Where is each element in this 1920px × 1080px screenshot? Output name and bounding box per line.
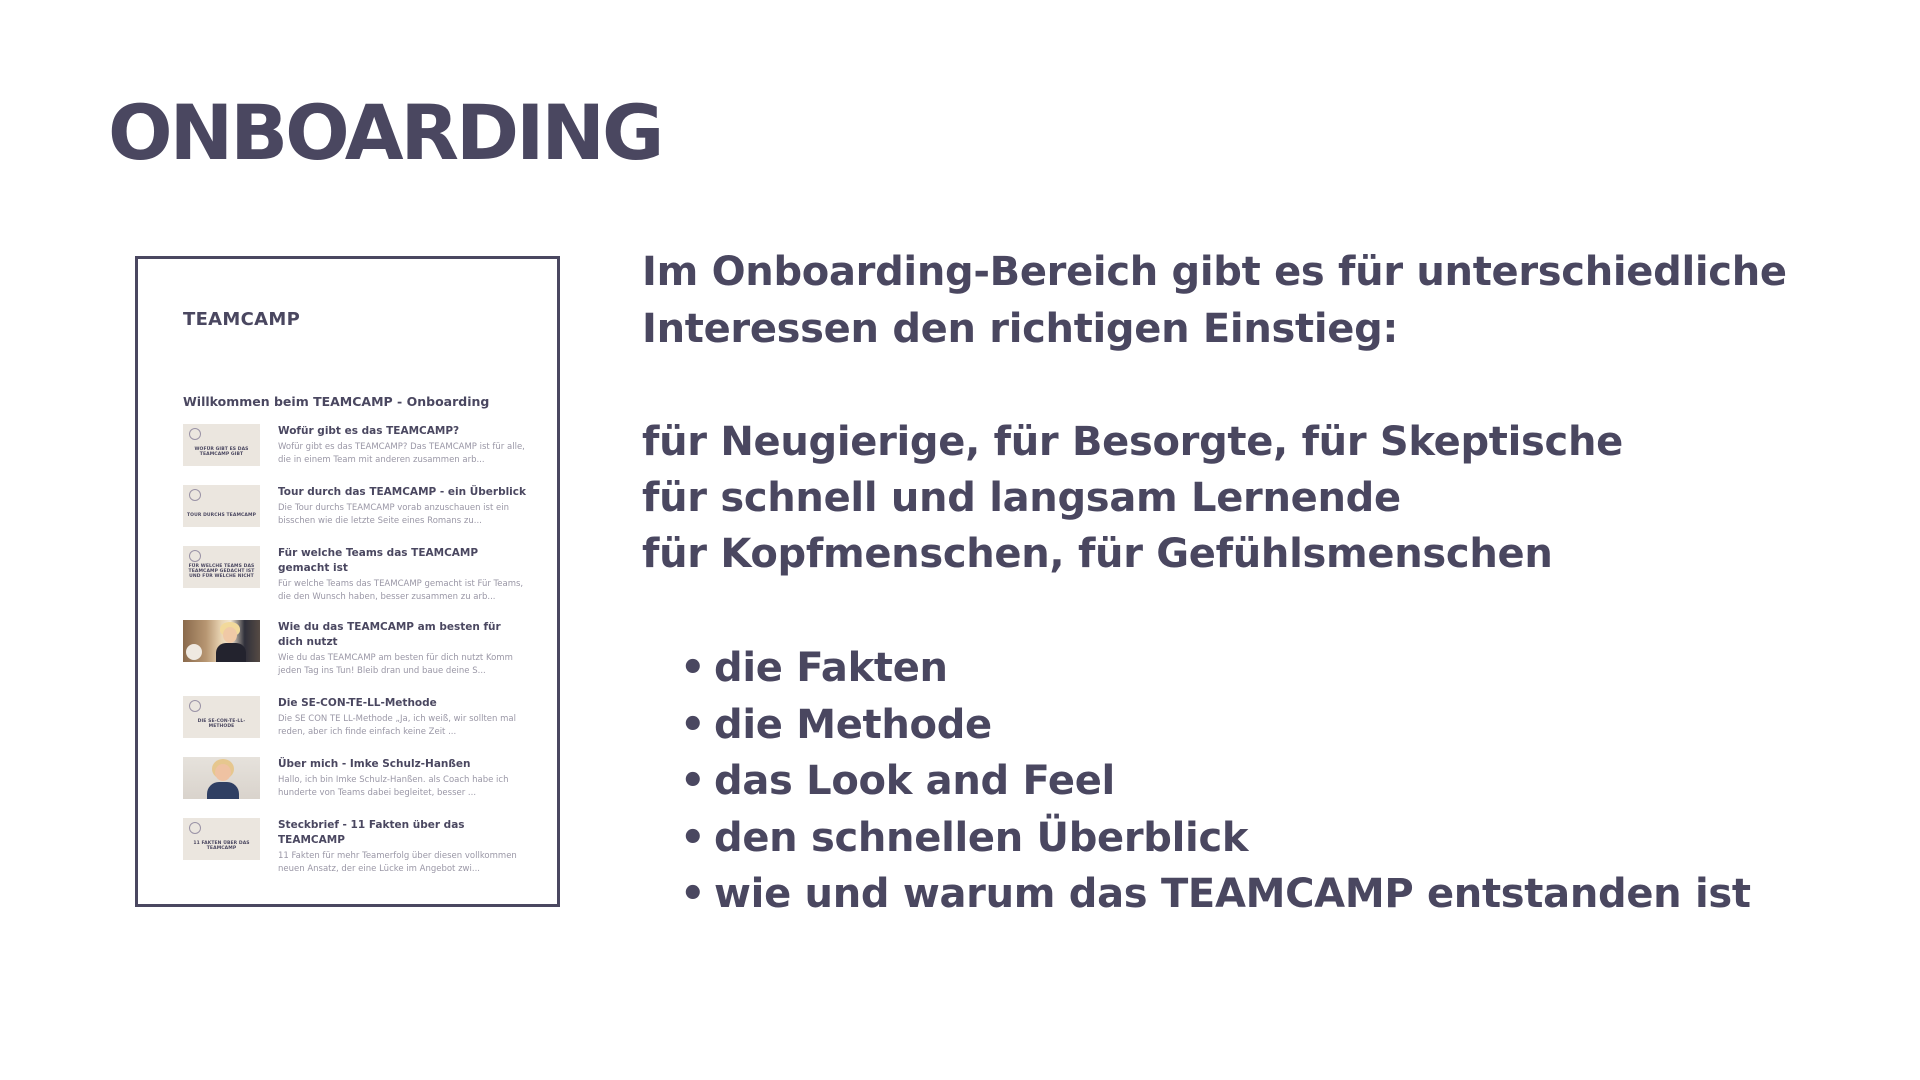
thumbnail-caption: FÜR WELCHE TEAMS DAS TEAMCAMP GEDACHT IST UND FÜR WELCHE NICHT <box>188 564 255 579</box>
lesson-thumbnail-photo <box>183 620 260 662</box>
bullet-icon: • <box>680 871 706 917</box>
lesson-title[interactable]: Tour durch das TEAMCAMP - ein Überblick <box>278 486 526 498</box>
lesson-item[interactable] <box>183 818 528 879</box>
lesson-description: Hallo, ich bin Imke Schulz-Hanßen. als Coach habe ich hunderte von Teams dabei begleitet, besser ... <box>278 775 509 798</box>
aspect-label: wie und warum das TEAMCAMP entstanden ist <box>714 871 1751 917</box>
aspect-label: das Look and Feel <box>714 758 1115 804</box>
bullet-icon: • <box>680 758 706 804</box>
thumbnail-caption: WOFÜR GIBT ES DAS TEAMCAMP GIBT <box>194 447 249 457</box>
lesson-description: Wie du das TEAMCAMP am besten für dich nutzt Komm jeden Tag ins Tun! Bleib dran und baue deine S... <box>278 653 513 676</box>
bullet-icon: • <box>680 701 706 748</box>
lesson-item[interactable] <box>183 696 528 757</box>
aspect-item <box>680 810 1751 867</box>
lesson-thumbnail <box>183 424 260 466</box>
lesson-item[interactable] <box>183 424 528 485</box>
lesson-title[interactable]: Wofür gibt es das TEAMCAMP? <box>278 425 460 437</box>
thumbnail-caption: DIE SE-CON-TE-LL-METHODE <box>197 719 246 729</box>
onboarding-preview-screenshot <box>135 256 560 907</box>
lesson-title[interactable]: Die SE-CON-TE-LL-Methode <box>278 697 437 709</box>
seal-icon <box>189 428 201 440</box>
aspect-label: die Methode <box>714 701 992 748</box>
seal-icon <box>189 822 201 834</box>
intro-text: Im Onboarding-Bereich gibt es für unterschiedliche Interessen den richtigen Einstieg: <box>642 249 1787 352</box>
lesson-title[interactable]: Steckbrief - 11 Fakten über das TEAMCAMP <box>278 819 465 846</box>
lesson-description: Für welche Teams das TEAMCAMP gemacht ist Für Teams, die den Wunsch haben, besser zusammen zu arb... <box>278 579 524 602</box>
lesson-item[interactable] <box>183 485 528 546</box>
seal-icon <box>186 644 202 660</box>
seal-icon <box>189 489 201 501</box>
seal-icon <box>189 700 201 712</box>
seal-icon <box>189 550 201 562</box>
page-title: ONBOARDING <box>108 88 662 177</box>
lesson-description: Die Tour durchs TEAMCAMP vorab anzuschauen ist ein bisschen wie die letzte Seite eines Romans zu... <box>278 503 509 526</box>
lesson-thumbnail <box>183 818 260 860</box>
welcome-heading: Willkommen beim TEAMCAMP - Onboarding <box>183 394 490 409</box>
aspect-label: den schnellen Überblick <box>714 814 1249 861</box>
aspect-item <box>680 866 1751 923</box>
audience-list <box>642 414 1623 582</box>
lesson-description: Wofür gibt es das TEAMCAMP? Das TEAMCAMP ist für alle, die in einem Team mit anderen zusammen arb... <box>278 442 525 465</box>
bullet-icon: • <box>680 645 706 691</box>
aspect-item <box>680 640 1751 697</box>
lesson-list <box>183 424 528 879</box>
lesson-item[interactable] <box>183 757 528 818</box>
thumbnail-caption: 11 FAKTEN ÜBER DAS TEAMCAMP <box>193 841 250 851</box>
aspect-bullet-list <box>680 640 1751 923</box>
lesson-thumbnail <box>183 696 260 738</box>
lesson-item[interactable] <box>183 620 528 696</box>
aspect-label: die Fakten <box>714 645 948 691</box>
bullet-icon: • <box>680 814 706 861</box>
aspect-item <box>680 697 1751 754</box>
lesson-thumbnail <box>183 546 260 588</box>
thumbnail-caption: TOUR DURCHS TEAMCAMP <box>187 513 256 518</box>
brand-logo-text: TEAMCAMP <box>183 309 301 330</box>
lesson-title[interactable]: Wie du das TEAMCAMP am besten für dich nutzt <box>278 621 501 648</box>
lesson-description: 11 Fakten für mehr Teamerfolg über diesen vollkommen neuen Ansatz, der eine Lücke im Angebot zwi... <box>278 851 517 874</box>
lesson-title[interactable]: Für welche Teams das TEAMCAMP gemacht ist <box>278 547 479 574</box>
audience-line: für Kopfmenschen, für Gefühlsmenschen <box>642 531 1553 577</box>
lesson-description: Die SE CON TE LL-Methode „Ja, ich weiß, wir sollten mal reden, aber ich finde einfach keine Zeit ... <box>278 714 516 737</box>
lesson-item[interactable] <box>183 546 528 620</box>
audience-line: für Neugierige, für Besorgte, für Skeptische <box>642 419 1623 465</box>
lesson-title[interactable]: Über mich - Imke Schulz-Hanßen <box>278 758 471 770</box>
audience-line: für schnell und langsam Lernende <box>642 475 1401 521</box>
aspect-item <box>680 753 1751 810</box>
lesson-thumbnail <box>183 485 260 527</box>
lesson-thumbnail-photo <box>183 757 260 799</box>
